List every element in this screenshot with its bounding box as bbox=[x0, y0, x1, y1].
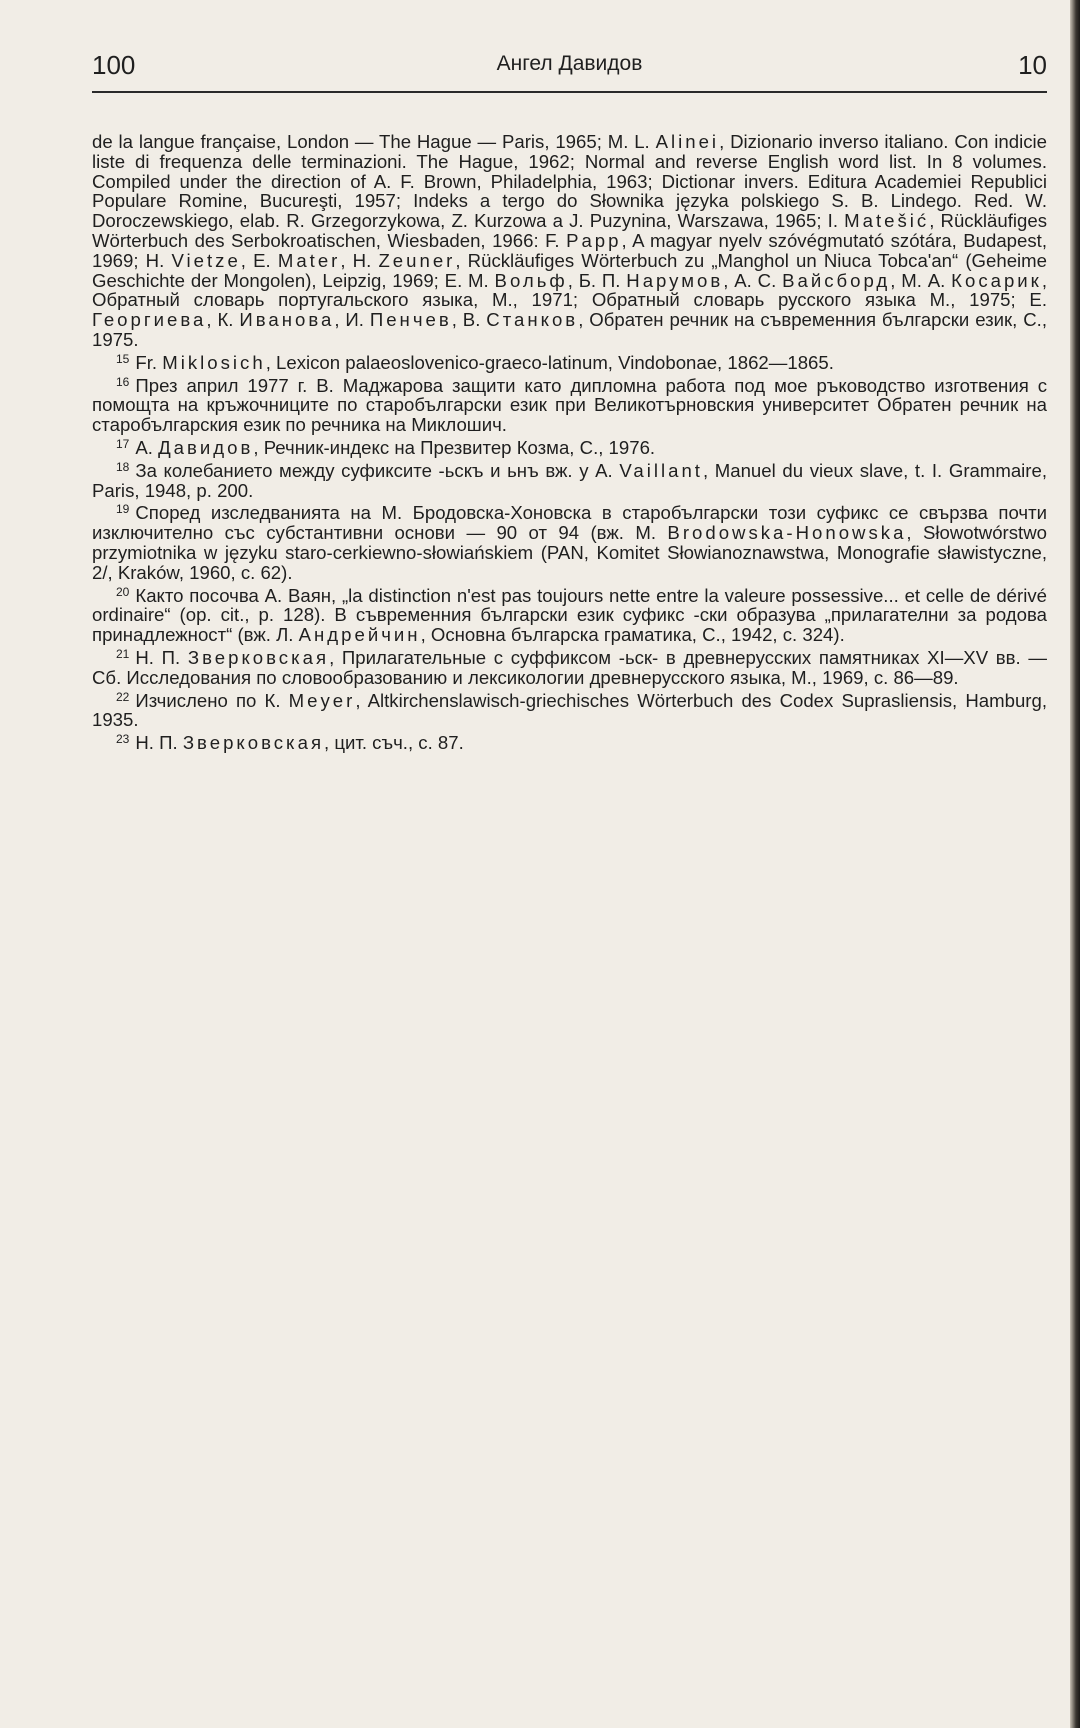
footnote-15 bbox=[92, 350, 1047, 373]
spaced-author-name: Alinei bbox=[655, 131, 720, 152]
spaced-author-name: Вольф bbox=[494, 269, 568, 291]
text-run: , А. С. bbox=[723, 269, 783, 291]
footnote-21 bbox=[92, 645, 1047, 688]
text-run: , Основна българска граматика, С., 1942, с. 324). bbox=[420, 624, 845, 646]
footnote-number: 21 bbox=[116, 646, 130, 661]
spaced-author-name: Miklosich bbox=[162, 351, 266, 373]
spaced-author-name: Станков bbox=[486, 309, 579, 331]
page-number: 100 bbox=[92, 50, 136, 80]
text-run: Изчислено по К. bbox=[135, 689, 289, 711]
header-rule bbox=[92, 91, 1047, 93]
text-run: , H. bbox=[340, 249, 379, 271]
text-run: , A magyar nyelv szóvégmutató szótára, Budapest, 1969; H. bbox=[92, 229, 1047, 271]
footnote-list bbox=[92, 350, 1047, 753]
text-run: , Manuel du vieux slave, t. I. Grammaire, Paris, 1948, p. 200. bbox=[92, 459, 1047, 501]
text-run: , Słowotwórstwo przymiotnika w języku staro-cerkiewno-słowiańskiem (PAN, Komitet Słowianoznawstwa, Monografie sławistyczne, 2/, Kraków, 1960, c. 62). bbox=[92, 522, 1047, 583]
footnote-number: 19 bbox=[116, 502, 130, 517]
spaced-author-name: Нарумов bbox=[626, 269, 724, 291]
text-run: , Altkirchenslawisch-griechisches Wörterbuch des Codex Suprasliensis, Hamburg, 1935. bbox=[92, 689, 1047, 731]
running-title: Ангел Давидов bbox=[496, 52, 643, 75]
spaced-author-name: Давидов bbox=[158, 436, 254, 458]
text-run: , Прилагательные с суффиксом -ьск- в древнерусских памятниках XI—XV вв. — Сб. Исследования по словообразованию и лексикологии древнерусского языка, М., 1969, с. 86—89. bbox=[92, 646, 1048, 688]
text-run: Според изследванията на М. Бродовска-Хоновска в старобългарски този суфикс се свързва почти изключително със субстантивни основи — 90 от 94 (вж. М. bbox=[92, 502, 1047, 544]
text-run: , Rückläufiges Wörterbuch des Serbokroatischen, Wiesbaden, 1966: F. bbox=[92, 210, 1047, 251]
text-run: , Rückläufiges Wörterbuch zu „Manghol un Niuca Tobca'an“ (Geheime Geschichte der Mongolen), Leipzig, 1969; E. M. bbox=[92, 249, 1048, 291]
spaced-author-name: Meyer bbox=[288, 689, 356, 711]
text-run: , М. А. bbox=[890, 269, 952, 291]
spaced-author-name: Зверковская bbox=[187, 646, 330, 668]
page-edge-shadow bbox=[1070, 0, 1080, 1728]
footnote-number: 18 bbox=[116, 459, 130, 474]
footnote-19 bbox=[92, 500, 1047, 582]
footnote-continuation bbox=[92, 132, 1047, 350]
spaced-author-name: Косарик bbox=[951, 269, 1042, 291]
text-run: За колебанието между суфиксите -ьскъ и ьнъ вж. у А. bbox=[135, 459, 620, 481]
text-run: , Обратен речник на съвременния български език, С., 1975. bbox=[92, 309, 1047, 350]
footnote-number: 22 bbox=[116, 689, 130, 704]
spaced-author-name: Zeuner bbox=[378, 249, 456, 271]
chapter-number: 10 bbox=[1018, 50, 1047, 80]
spaced-author-name: Георгиева bbox=[92, 309, 207, 331]
text-run: de la langue française, London — The Hague — Paris, 1965; M. L. bbox=[92, 131, 656, 152]
footnote-20 bbox=[92, 583, 1047, 645]
text-run: , цит. съч., с. 87. bbox=[324, 732, 464, 754]
spaced-author-name: Андрейчин bbox=[298, 624, 421, 646]
text-run: Н. П. bbox=[135, 732, 183, 754]
spaced-author-name: Зверковская bbox=[182, 732, 325, 754]
footnote-17 bbox=[92, 435, 1047, 458]
spaced-author-name: Papp bbox=[566, 229, 622, 251]
footnote-number: 20 bbox=[116, 584, 130, 599]
spaced-author-name: Пенчев bbox=[369, 309, 452, 331]
footnote-number: 16 bbox=[116, 374, 130, 389]
text-run: , И. bbox=[334, 309, 370, 331]
spaced-author-name: Matešić bbox=[844, 210, 930, 232]
text-run: , Dizionario inverso italiano. Con indicie liste di frequenza delle terminazioni. The Hague, 1962; Normal and reverse English word list. In 8 volumes. Compiled under the direction of A. F. Brown, Philadelphia, 1963; Dictionar invers. Editura Academiei Republici Populare Romine, Bucureşti, 1957; Indeks a tergo do Słownika języka polskiego S. B. Lindego. Red. W. Doroczewskiego, elab. R. Grzegorzykowa, Z. Kurzowa a J. Puzynina, Warszawa, 1965; I. bbox=[92, 131, 1047, 232]
spaced-author-name: Иванова bbox=[239, 309, 335, 331]
text-run: Н. П. bbox=[135, 646, 188, 668]
text-run: , В. bbox=[451, 309, 487, 331]
footnote-16 bbox=[92, 373, 1047, 435]
spaced-author-name: Mater bbox=[277, 249, 341, 271]
footnote-number: 23 bbox=[116, 732, 130, 747]
text-run: , Обратный словарь португальского языка, М., 1971; Обратный словарь русского языка М., 1975; Е. bbox=[92, 269, 1047, 311]
footnote-22 bbox=[92, 688, 1047, 731]
spaced-author-name: Vaillant bbox=[619, 459, 703, 481]
text-run: Както посочва А. Ваян, „la distinction n'est pas toujours nette entre la valeure possessive... et celle de dérivé ordinaire“ (op. cit., p. 128). В съвременния български език суфикс -ски образува „прилагателни за родова принадлежност“ (вж. Л. bbox=[92, 584, 1047, 646]
text-run: А. bbox=[135, 436, 159, 458]
footnotes-block bbox=[92, 132, 1047, 753]
spaced-author-name: Vietze bbox=[171, 249, 241, 271]
text-run: , К. bbox=[206, 309, 240, 331]
footnote-number: 15 bbox=[116, 351, 130, 366]
footnote-18 bbox=[92, 458, 1047, 501]
text-run: Fr. bbox=[135, 351, 163, 373]
text-run: През април 1977 г. В. Маджарова защити като дипломна работа под мое ръководство изготвения с помощта на кръжочниците по старобългарски език при Великотърновския университет Обратен речник на старобългарския език по речника на Миклошич. bbox=[92, 374, 1047, 436]
text-run: , Б. П. bbox=[567, 269, 627, 291]
footnote-23 bbox=[92, 730, 1047, 753]
spaced-author-name: Brodowska-Honowska bbox=[667, 522, 907, 544]
text-run: , Речник-индекс на Презвитер Козма, С., 1976. bbox=[253, 436, 656, 458]
text-run: , E. bbox=[240, 249, 278, 271]
page-header bbox=[92, 50, 1047, 86]
spaced-author-name: Вайсборд bbox=[782, 269, 891, 291]
text-run: , Lexicon palaeoslovenico-graeco-latinum, Vindobonae, 1862—1865. bbox=[265, 351, 834, 373]
footnote-number: 17 bbox=[116, 436, 130, 451]
